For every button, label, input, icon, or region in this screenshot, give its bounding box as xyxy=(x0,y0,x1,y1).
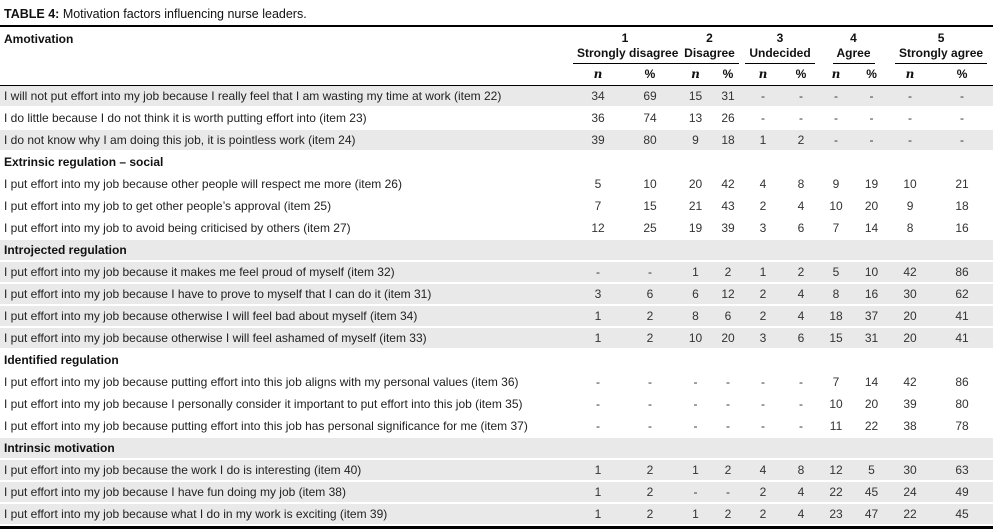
value-cell: 86 xyxy=(931,371,993,393)
value-cell: 31 xyxy=(854,327,889,349)
value-cell: 5 xyxy=(854,459,889,481)
value-cell: 34 xyxy=(573,86,623,108)
value-cell: 7 xyxy=(818,217,854,239)
value-cell: - xyxy=(854,86,889,108)
value-cell: 4 xyxy=(784,305,818,327)
value-cell: 24 xyxy=(889,481,931,503)
value-cell: 10 xyxy=(623,173,677,195)
value-cell: - xyxy=(573,261,623,283)
statement-cell: I put effort into my job because what I do in my work is exciting (item 39) xyxy=(0,503,573,525)
section-title: Identified regulation xyxy=(0,349,993,371)
value-cell: 6 xyxy=(784,217,818,239)
value-cell: 19 xyxy=(677,217,714,239)
value-cell: 2 xyxy=(742,305,784,327)
subheader-n: n xyxy=(677,64,714,86)
value-cell: 1 xyxy=(573,481,623,503)
table-row xyxy=(0,173,993,195)
group-header-row xyxy=(0,27,993,64)
subheader-n: n xyxy=(889,64,931,86)
statement-cell: I put effort into my job because putting effort into this job aligns with my personal values (item 36) xyxy=(0,371,573,393)
value-cell: 22 xyxy=(889,503,931,525)
value-cell: 14 xyxy=(854,217,889,239)
value-cell: 30 xyxy=(889,459,931,481)
value-cell: 15 xyxy=(818,327,854,349)
value-cell: - xyxy=(714,415,742,437)
value-cell: - xyxy=(623,415,677,437)
value-cell: - xyxy=(889,86,931,108)
value-cell: 1 xyxy=(573,459,623,481)
statement-cell: I put effort into my job because otherwise I will feel ashamed of myself (item 33) xyxy=(0,327,573,349)
value-cell: - xyxy=(931,107,993,129)
table-row xyxy=(0,371,993,393)
value-cell: - xyxy=(714,371,742,393)
subheader-n: n xyxy=(742,64,784,86)
group-number: 4 xyxy=(850,31,857,45)
value-cell: 41 xyxy=(931,305,993,327)
value-cell: 37 xyxy=(854,305,889,327)
value-cell: 8 xyxy=(677,305,714,327)
value-cell: 78 xyxy=(931,415,993,437)
value-cell: 20 xyxy=(889,305,931,327)
value-cell: 8 xyxy=(784,173,818,195)
value-cell: 2 xyxy=(742,195,784,217)
value-cell: 2 xyxy=(623,459,677,481)
value-cell: 38 xyxy=(889,415,931,437)
value-cell: 31 xyxy=(714,86,742,108)
statement-cell: I put effort into my job because I have to prove to myself that I can do it (item 31) xyxy=(0,283,573,305)
statement-cell: I put effort into my job to get other people’s approval (item 25) xyxy=(0,195,573,217)
subheader-pct: % xyxy=(784,64,818,86)
value-cell: 6 xyxy=(784,327,818,349)
group-label: Disagree xyxy=(680,46,739,64)
statement-cell: I put effort into my job because the work I do is interesting (item 40) xyxy=(0,459,573,481)
value-cell: - xyxy=(784,86,818,108)
table-row xyxy=(0,459,993,481)
value-cell: 15 xyxy=(623,195,677,217)
table-row xyxy=(0,503,993,525)
table-row xyxy=(0,393,993,415)
statement-cell: I will not put effort into my job because I really feel that I am wasting my time at work (item 22) xyxy=(0,86,573,108)
group-number: 2 xyxy=(706,31,713,45)
value-cell: 11 xyxy=(818,415,854,437)
value-cell: 18 xyxy=(818,305,854,327)
value-cell: 3 xyxy=(573,283,623,305)
value-cell: 2 xyxy=(742,481,784,503)
value-cell: 1 xyxy=(742,261,784,283)
table-row xyxy=(0,129,993,151)
value-cell: 18 xyxy=(714,129,742,151)
value-cell: - xyxy=(784,415,818,437)
value-cell: - xyxy=(784,393,818,415)
value-cell: 2 xyxy=(784,129,818,151)
value-cell: 16 xyxy=(931,217,993,239)
value-cell: 1 xyxy=(573,503,623,525)
table-header xyxy=(0,27,993,86)
value-cell: 22 xyxy=(854,415,889,437)
value-cell: 3 xyxy=(742,217,784,239)
value-cell: 2 xyxy=(623,481,677,503)
value-cell: 47 xyxy=(854,503,889,525)
value-cell: 4 xyxy=(784,481,818,503)
table-caption xyxy=(0,4,993,25)
value-cell: 10 xyxy=(818,195,854,217)
value-cell: 4 xyxy=(742,173,784,195)
statement-cell: I do little because I do not think it is worth putting effort into (item 23) xyxy=(0,107,573,129)
table-row xyxy=(0,261,993,283)
value-cell: - xyxy=(573,415,623,437)
section-header-row xyxy=(0,437,993,459)
value-cell: 1 xyxy=(573,305,623,327)
value-cell: 3 xyxy=(742,327,784,349)
table-body xyxy=(0,86,993,526)
value-cell: 1 xyxy=(677,261,714,283)
value-cell: 30 xyxy=(889,283,931,305)
value-cell: 49 xyxy=(931,481,993,503)
section-title: Extrinsic regulation – social xyxy=(0,151,993,173)
value-cell: 42 xyxy=(889,371,931,393)
value-cell: 1 xyxy=(677,459,714,481)
value-cell: 8 xyxy=(818,283,854,305)
motivation-factors-table xyxy=(0,27,993,526)
value-cell: - xyxy=(784,107,818,129)
table-row xyxy=(0,107,993,129)
value-cell: - xyxy=(854,129,889,151)
value-cell: - xyxy=(889,129,931,151)
table-caption-label: TABLE 4: xyxy=(4,7,60,21)
statement-cell: I put effort into my job because I personally consider it important to put effort into this job (item 35) xyxy=(0,393,573,415)
section-title: Intrinsic motivation xyxy=(0,437,993,459)
subheader-n: n xyxy=(818,64,854,86)
value-cell: 41 xyxy=(931,327,993,349)
value-cell: 12 xyxy=(818,459,854,481)
statement-cell: I put effort into my job because I have fun doing my job (item 38) xyxy=(0,481,573,503)
value-cell: - xyxy=(889,107,931,129)
value-cell: 5 xyxy=(818,261,854,283)
section-title: Introjected regulation xyxy=(0,239,993,261)
value-cell: 2 xyxy=(714,503,742,525)
value-cell: 21 xyxy=(677,195,714,217)
subheader-pct: % xyxy=(623,64,677,86)
group-label: Strongly agree xyxy=(895,46,987,64)
statement-cell: I put effort into my job because putting effort into this job has personal significance for me (item 37) xyxy=(0,415,573,437)
table-row xyxy=(0,481,993,503)
value-cell: 10 xyxy=(854,261,889,283)
value-cell: - xyxy=(677,393,714,415)
value-cell: 2 xyxy=(623,305,677,327)
column-group-strongly-disagree xyxy=(573,27,677,64)
value-cell: - xyxy=(677,415,714,437)
group-number: 3 xyxy=(776,31,784,45)
value-cell: 14 xyxy=(854,371,889,393)
value-cell: 26 xyxy=(714,107,742,129)
column-group-disagree xyxy=(677,27,742,64)
value-cell: - xyxy=(854,107,889,129)
value-cell: - xyxy=(931,129,993,151)
column-group-undecided xyxy=(742,27,818,64)
value-cell: 9 xyxy=(677,129,714,151)
value-cell: 13 xyxy=(677,107,714,129)
value-cell: 42 xyxy=(714,173,742,195)
value-cell: - xyxy=(623,393,677,415)
value-cell: - xyxy=(931,86,993,108)
value-cell: 6 xyxy=(677,283,714,305)
value-cell: 45 xyxy=(854,481,889,503)
statement-cell: I put effort into my job because other people will respect me more (item 26) xyxy=(0,173,573,195)
group-label: Strongly disagree xyxy=(573,46,682,64)
value-cell: 19 xyxy=(854,173,889,195)
group-number: 5 xyxy=(937,31,945,45)
value-cell: 7 xyxy=(818,371,854,393)
value-cell: - xyxy=(573,393,623,415)
value-cell: 43 xyxy=(714,195,742,217)
table-row xyxy=(0,283,993,305)
value-cell: 12 xyxy=(714,283,742,305)
value-cell: 39 xyxy=(889,393,931,415)
subheader-pct: % xyxy=(714,64,742,86)
value-cell: - xyxy=(573,371,623,393)
value-cell: 4 xyxy=(784,195,818,217)
value-cell: 20 xyxy=(889,327,931,349)
value-cell: - xyxy=(784,371,818,393)
value-cell: 10 xyxy=(889,173,931,195)
section-header-row xyxy=(0,239,993,261)
statement-cell: I put effort into my job to avoid being criticised by others (item 27) xyxy=(0,217,573,239)
value-cell: 2 xyxy=(714,261,742,283)
value-cell: 8 xyxy=(889,217,931,239)
statement-cell: I put effort into my job because otherwise I will feel bad about myself (item 34) xyxy=(0,305,573,327)
value-cell: - xyxy=(714,393,742,415)
value-cell: 9 xyxy=(818,173,854,195)
value-cell: 15 xyxy=(677,86,714,108)
value-cell: 4 xyxy=(784,283,818,305)
value-cell: 69 xyxy=(623,86,677,108)
value-cell: 2 xyxy=(742,503,784,525)
value-cell: 8 xyxy=(784,459,818,481)
value-cell: 7 xyxy=(573,195,623,217)
section-header-row xyxy=(0,151,993,173)
value-cell: - xyxy=(623,371,677,393)
value-cell: 25 xyxy=(623,217,677,239)
subheader-pct: % xyxy=(854,64,889,86)
value-cell: 4 xyxy=(784,503,818,525)
value-cell: - xyxy=(742,371,784,393)
value-cell: 74 xyxy=(623,107,677,129)
value-cell: 2 xyxy=(784,261,818,283)
value-cell: 2 xyxy=(623,327,677,349)
value-cell: 2 xyxy=(623,503,677,525)
table-row xyxy=(0,217,993,239)
subheader-n: n xyxy=(573,64,623,86)
value-cell: - xyxy=(818,86,854,108)
value-cell: 63 xyxy=(931,459,993,481)
value-cell: 39 xyxy=(573,129,623,151)
value-cell: 23 xyxy=(818,503,854,525)
value-cell: 39 xyxy=(714,217,742,239)
group-label: Undecided xyxy=(745,46,814,64)
value-cell: 1 xyxy=(742,129,784,151)
value-cell: - xyxy=(677,371,714,393)
value-cell: 18 xyxy=(931,195,993,217)
value-cell: - xyxy=(714,481,742,503)
column-group-strongly-agree xyxy=(889,27,993,64)
value-cell: 16 xyxy=(854,283,889,305)
value-cell: - xyxy=(818,107,854,129)
column-group-agree xyxy=(818,27,889,64)
value-cell: 86 xyxy=(931,261,993,283)
table-row xyxy=(0,195,993,217)
column-header-amotivation: Amotivation xyxy=(0,27,573,86)
value-cell: 62 xyxy=(931,283,993,305)
table-row xyxy=(0,415,993,437)
value-cell: 10 xyxy=(818,393,854,415)
value-cell: - xyxy=(677,481,714,503)
section-header-row xyxy=(0,349,993,371)
value-cell: 22 xyxy=(818,481,854,503)
value-cell: 20 xyxy=(677,173,714,195)
statement-cell: I do not know why I am doing this job, it is pointless work (item 24) xyxy=(0,129,573,151)
value-cell: 20 xyxy=(714,327,742,349)
subheader-pct: % xyxy=(931,64,993,86)
value-cell: 12 xyxy=(573,217,623,239)
value-cell: 5 xyxy=(573,173,623,195)
value-cell: 21 xyxy=(931,173,993,195)
value-cell: 1 xyxy=(677,503,714,525)
value-cell: 10 xyxy=(677,327,714,349)
value-cell: 6 xyxy=(714,305,742,327)
value-cell: 2 xyxy=(714,459,742,481)
table-row xyxy=(0,86,993,108)
value-cell: - xyxy=(742,415,784,437)
value-cell: 80 xyxy=(931,393,993,415)
value-cell: 20 xyxy=(854,393,889,415)
value-cell: 80 xyxy=(623,129,677,151)
value-cell: 2 xyxy=(742,283,784,305)
table-row xyxy=(0,327,993,349)
value-cell: 45 xyxy=(931,503,993,525)
table-row xyxy=(0,305,993,327)
value-cell: - xyxy=(742,393,784,415)
group-number: 1 xyxy=(621,31,629,45)
value-cell: - xyxy=(623,261,677,283)
group-label: Agree xyxy=(833,46,875,64)
value-cell: 9 xyxy=(889,195,931,217)
value-cell: 4 xyxy=(742,459,784,481)
value-cell: 6 xyxy=(623,283,677,305)
value-cell: - xyxy=(818,129,854,151)
value-cell: - xyxy=(742,107,784,129)
value-cell: 42 xyxy=(889,261,931,283)
value-cell: - xyxy=(742,86,784,108)
statement-cell: I put effort into my job because it makes me feel proud of myself (item 32) xyxy=(0,261,573,283)
value-cell: 20 xyxy=(854,195,889,217)
table-caption-text: Motivation factors influencing nurse leaders. xyxy=(62,7,307,21)
value-cell: 1 xyxy=(573,327,623,349)
value-cell: 36 xyxy=(573,107,623,129)
